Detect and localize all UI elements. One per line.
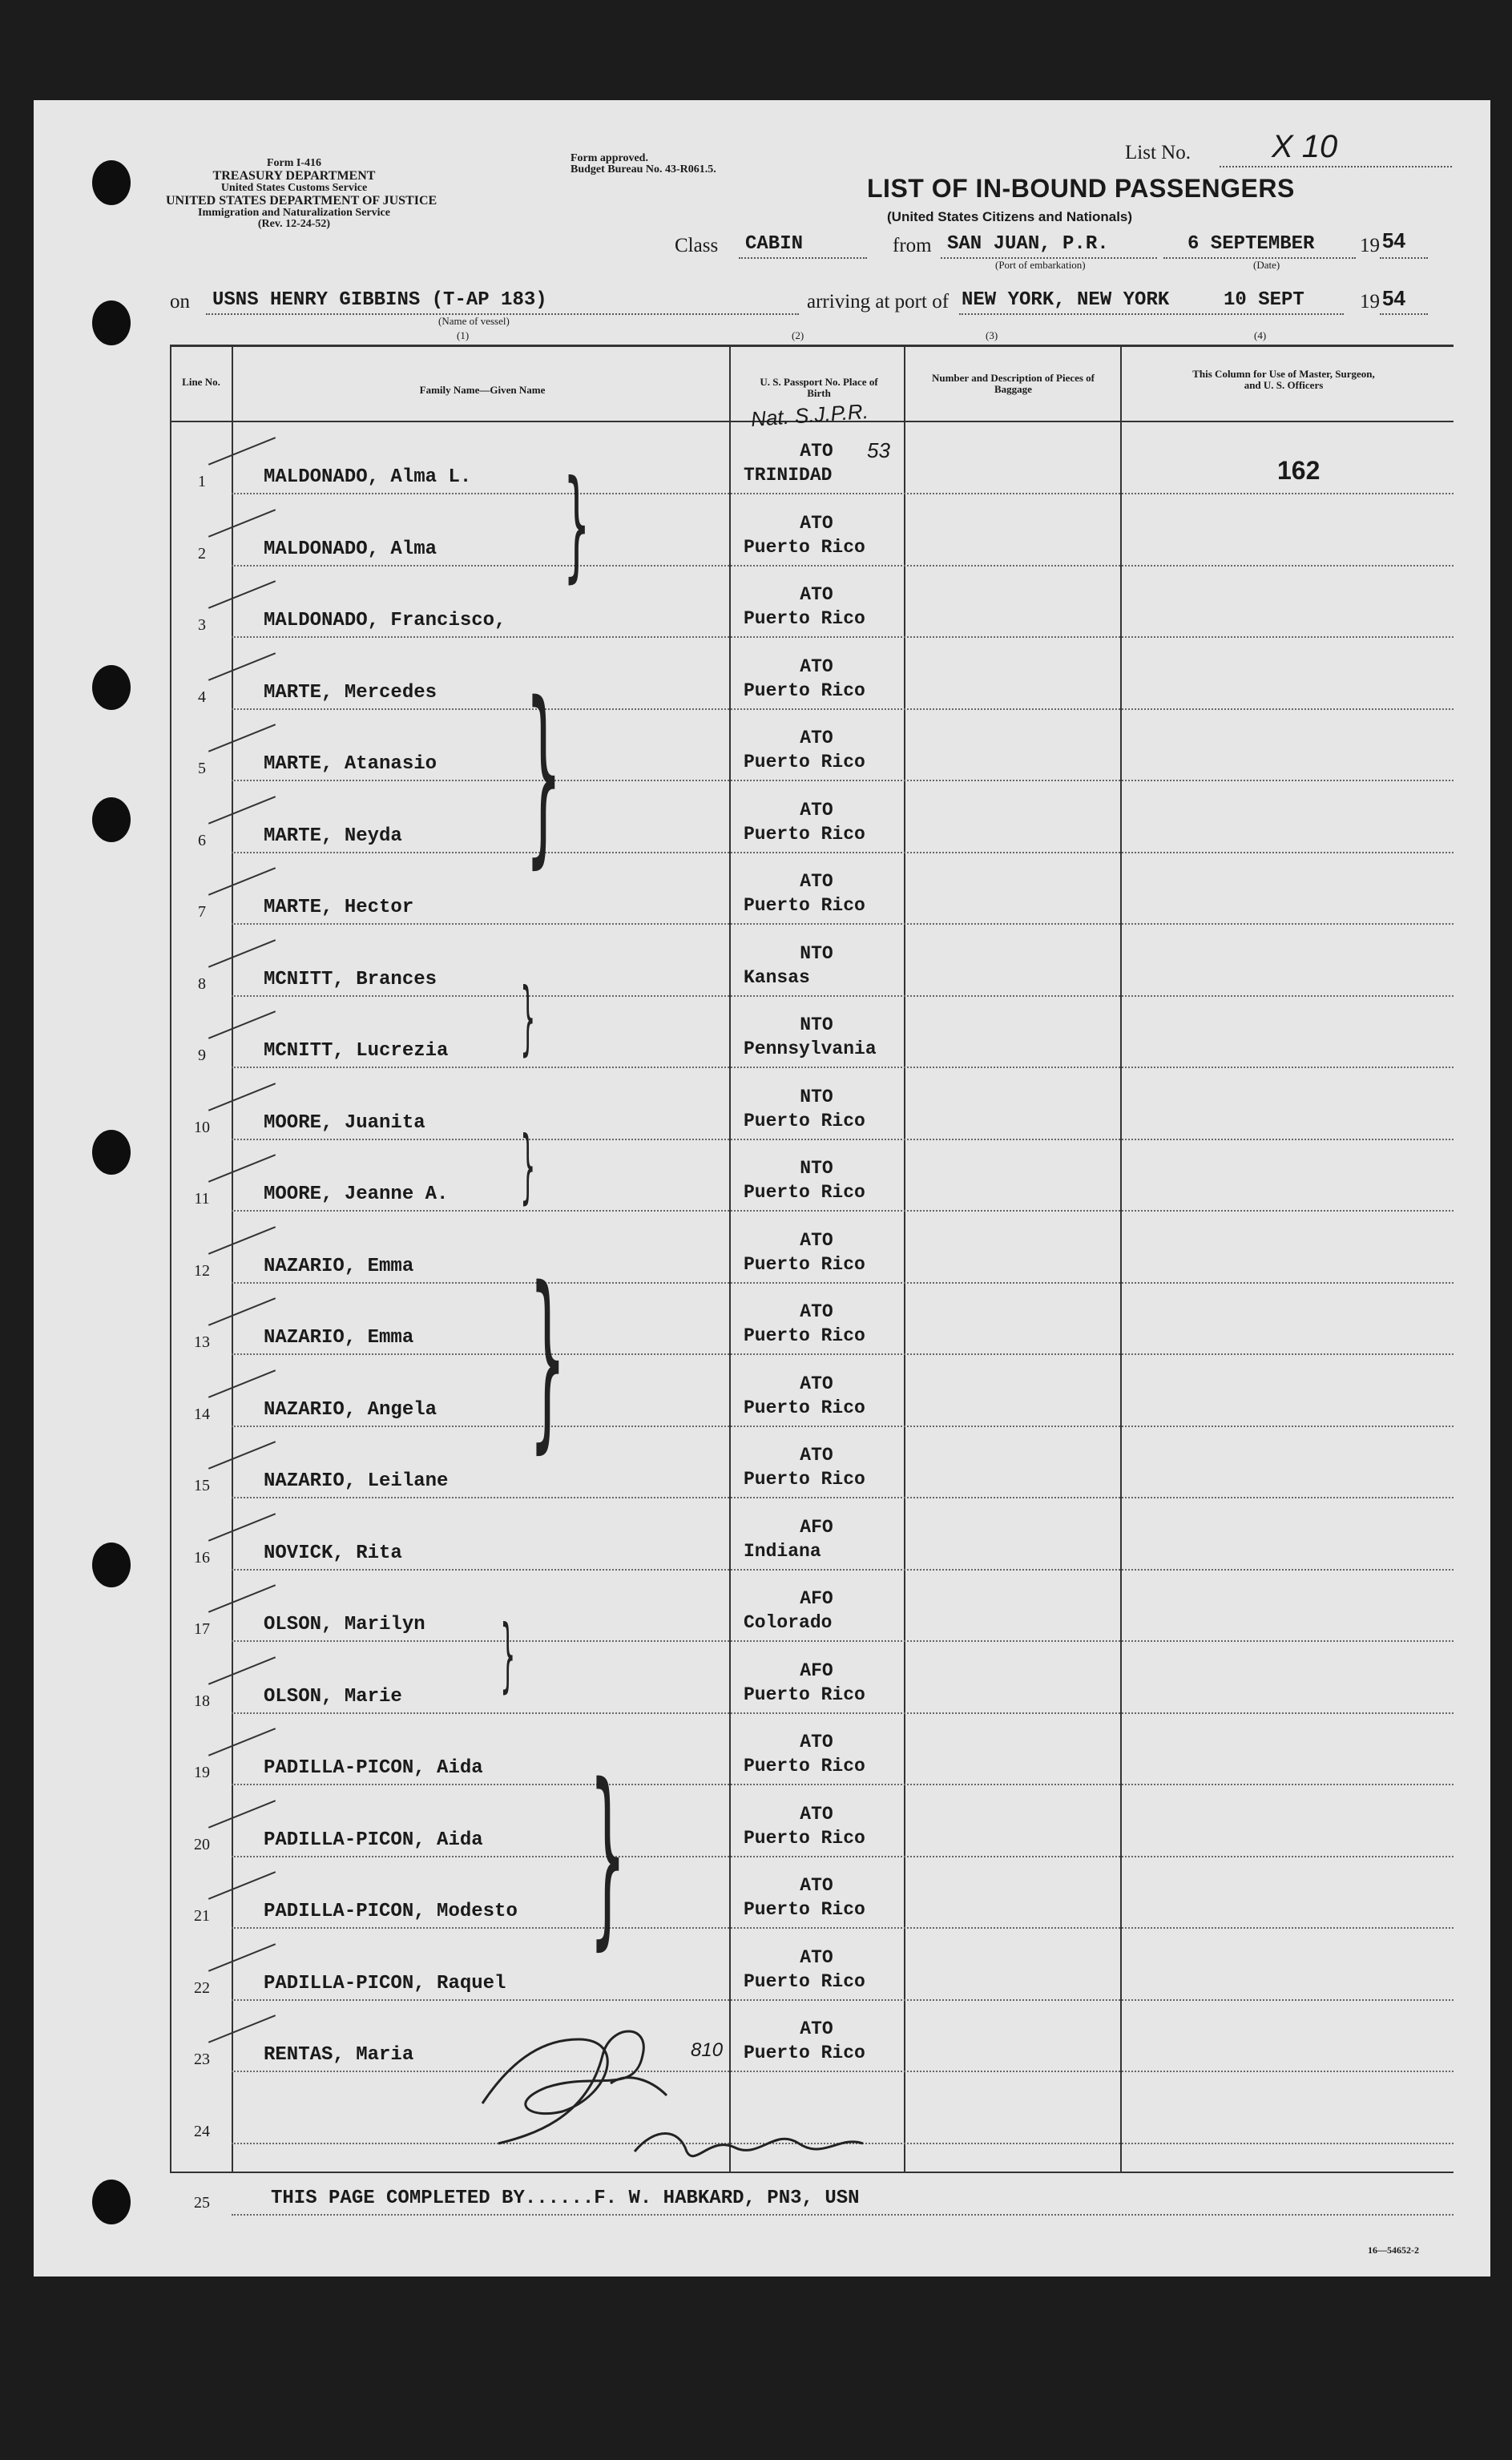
passenger-name: MCNITT, Brances	[264, 969, 437, 990]
row-rule	[232, 636, 1454, 638]
line-number: 15	[194, 1477, 210, 1494]
passenger-name: PADILLA-PICON, Aida	[264, 1829, 483, 1851]
handwritten-checkmark	[208, 1369, 276, 1398]
year-suffix: 54	[1382, 228, 1405, 252]
passenger-name: PADILLA-PICON, Aida	[264, 1757, 483, 1779]
handwritten-checkmark	[208, 580, 276, 609]
citizenship-code: ATO	[800, 2018, 833, 2039]
place-of-birth: Pennsylvania	[744, 1038, 877, 1059]
baggage-col-rule	[1120, 345, 1122, 2172]
punch-hole	[92, 160, 131, 205]
name-col-rule	[729, 345, 731, 2172]
passenger-name: MARTE, Hector	[264, 897, 414, 918]
citizenship-code: ATO	[800, 513, 833, 534]
passenger-name: NAZARIO, Leilane	[264, 1470, 449, 1492]
line-col-rule	[232, 345, 233, 2172]
punch-hole	[92, 665, 131, 710]
place-of-birth: Puerto Rico	[744, 1111, 865, 1131]
header-passport: U. S. Passport No. Place of Birth	[760, 376, 878, 399]
family-bracket: }	[529, 1246, 566, 1470]
row-rule	[232, 1856, 1454, 1857]
citizenship-code: ATO	[800, 728, 833, 748]
header-officers: This Column for Use of Master, Surgeon, and U. S. Officers	[1192, 368, 1375, 391]
place-of-birth: Puerto Rico	[744, 680, 865, 701]
place-of-birth: Kansas	[744, 967, 810, 988]
arrival-underline	[959, 313, 1344, 315]
approval-block	[571, 153, 716, 175]
passenger-name: MALDONADO, Alma L.	[264, 466, 472, 488]
handwritten-checkmark	[208, 652, 276, 681]
line-number: 5	[198, 760, 206, 777]
citizenship-code: ATO	[800, 1732, 833, 1752]
place-of-birth: Indiana	[744, 1541, 821, 1562]
citizenship-code: ATO	[800, 1947, 833, 1968]
passenger-name: MARTE, Neyda	[264, 825, 402, 847]
line-number: 9	[198, 1047, 206, 1064]
passenger-name: MARTE, Atanasio	[264, 753, 437, 775]
passenger-name: MALDONADO, Alma	[264, 538, 437, 560]
family-bracket: }	[589, 1743, 627, 1967]
handwritten-checkmark	[208, 724, 276, 752]
officer-number: 162	[1277, 456, 1320, 485]
passenger-name: MALDONADO, Francisco,	[264, 610, 506, 631]
punch-hole	[92, 797, 131, 842]
row-rule	[232, 995, 1454, 997]
page-subtitle: (United States Citizens and Nationals)	[887, 209, 1133, 224]
vessel-value: USNS HENRY GIBBINS (T-AP 183)	[212, 289, 547, 311]
place-of-birth: Puerto Rico	[744, 1899, 865, 1920]
row-rule	[232, 1569, 1454, 1571]
line-number: 11	[194, 1190, 210, 1208]
passenger-name: MOORE, Juanita	[264, 1112, 425, 1134]
line-number: 16	[194, 1549, 210, 1567]
line-number: 1	[198, 473, 206, 490]
line-number: 22	[194, 1979, 210, 1997]
row-rule	[232, 923, 1454, 925]
treasury-dept: TREASURY DEPARTMENT	[212, 169, 376, 183]
place-of-birth: Puerto Rico	[744, 1971, 865, 1992]
handwritten-checkmark	[208, 1871, 276, 1900]
passenger-name: RENTAS, Maria	[264, 2044, 414, 2066]
year-underline	[1380, 257, 1428, 259]
handwritten-checkmark	[208, 1083, 276, 1111]
place-of-birth: Puerto Rico	[744, 1254, 865, 1275]
header-line-no: Line No.	[182, 376, 220, 388]
line-number: 18	[194, 1692, 210, 1710]
row-rule	[232, 1139, 1454, 1140]
line-number: 6	[198, 832, 206, 849]
handwritten-checkmark	[208, 1943, 276, 1972]
handwritten-checkmark	[208, 1513, 276, 1542]
line-number: 25	[194, 2194, 210, 2212]
place-of-birth: Puerto Rico	[744, 2043, 865, 2063]
from-value: SAN JUAN, P.R.	[947, 233, 1109, 255]
citizenship-code: ATO	[800, 871, 833, 892]
handwritten-checkmark	[208, 1584, 276, 1613]
place-of-birth: Puerto Rico	[744, 608, 865, 629]
row-rule	[232, 565, 1454, 567]
handwritten-checkmark	[208, 1441, 276, 1470]
class-underline	[739, 257, 867, 259]
line-number: 2	[198, 545, 206, 563]
citizenship-code: ATO	[800, 441, 833, 462]
citizenship-code: AFO	[800, 1660, 833, 1681]
handwritten-checkmark	[208, 1010, 276, 1039]
line-number: 7	[198, 903, 206, 921]
line-number: 14	[194, 1405, 210, 1423]
handwritten-checkmark	[208, 437, 276, 466]
handwritten-checkmark	[208, 1728, 276, 1756]
row-rule	[232, 1426, 1454, 1427]
form-block	[166, 157, 437, 230]
vessel-caption: (Name of vessel)	[438, 315, 510, 327]
class-label: Class	[675, 235, 719, 256]
passenger-name: MOORE, Jeanne A.	[264, 1184, 449, 1205]
place-of-birth: Puerto Rico	[744, 1182, 865, 1203]
place-of-birth: Puerto Rico	[744, 1756, 865, 1776]
line-number: 12	[194, 1262, 210, 1280]
citizenship-code: ATO	[800, 1230, 833, 1251]
handwritten-checkmark	[208, 1800, 276, 1829]
handwritten-checkmark	[208, 1226, 276, 1255]
citizenship-code: ATO	[800, 800, 833, 821]
citizenship-code: NTO	[800, 1158, 833, 1179]
year2-prefix: 19	[1360, 291, 1380, 313]
from-label: from	[893, 235, 932, 256]
class-value: CABIN	[745, 233, 804, 255]
handwritten-checkmark	[208, 939, 276, 968]
citizenship-code: NTO	[800, 1087, 833, 1107]
revision: (Rev. 12-24-52)	[257, 218, 331, 230]
handwritten-checkmark	[208, 1656, 276, 1685]
row-rule	[232, 1067, 1454, 1068]
row-rule	[232, 2214, 1454, 2216]
line-number: 24	[194, 2123, 210, 2140]
place-of-birth: Puerto Rico	[744, 537, 865, 558]
from-caption: (Port of embarkation)	[995, 259, 1086, 271]
year2-suffix: 54	[1382, 286, 1405, 310]
citizenship-code: NTO	[800, 1014, 833, 1035]
col-number-4: (4)	[1254, 329, 1267, 341]
place-of-birth: Puerto Rico	[744, 1325, 865, 1346]
place-of-birth: Puerto Rico	[744, 895, 865, 916]
citizenship-code: ATO	[800, 1445, 833, 1466]
document-page	[34, 100, 1490, 2277]
passenger-name: NAZARIO, Angela	[264, 1399, 437, 1421]
passenger-name: NAZARIO, Emma	[264, 1327, 414, 1349]
passenger-name: NAZARIO, Emma	[264, 1256, 414, 1277]
citizenship-code: AFO	[800, 1588, 833, 1609]
citizenship-code: ATO	[800, 1875, 833, 1896]
family-bracket: }	[520, 1119, 536, 1212]
place-of-birth: Puerto Rico	[744, 1684, 865, 1705]
arriving-label: arriving at port of	[807, 291, 950, 313]
handwritten-checkmark	[208, 1297, 276, 1326]
form-number: Form I-416	[266, 157, 322, 169]
list-no-value: X 10	[1272, 129, 1338, 164]
justice-dept: UNITED STATES DEPARTMENT OF JUSTICE	[166, 194, 437, 208]
passenger-name: PADILLA-PICON, Raquel	[264, 1973, 506, 1994]
citizenship-code: ATO	[800, 656, 833, 677]
arrival-date: 10 SEPT	[1224, 289, 1304, 311]
place-of-birth: Puerto Rico	[744, 824, 865, 845]
row-rule	[232, 1712, 1454, 1714]
citizenship-code: ATO	[800, 1301, 833, 1322]
budget-bureau: Budget Bureau No. 43-R061.5.	[571, 163, 716, 175]
family-bracket: }	[500, 1607, 516, 1701]
place-of-birth: Colorado	[744, 1612, 833, 1633]
line-number: 13	[194, 1333, 210, 1351]
year2-underline	[1380, 313, 1428, 315]
handwritten-checkmark	[208, 1154, 276, 1183]
passenger-name: PADILLA-PICON, Modesto	[264, 1901, 518, 1922]
form-approved: Form approved.	[571, 152, 648, 164]
customs-service: United States Customs Service	[220, 182, 368, 194]
passenger-name: MARTE, Mercedes	[264, 682, 437, 704]
col-number-1: (1)	[457, 329, 470, 341]
family-bracket: }	[520, 970, 536, 1064]
handwritten-checkmark	[208, 867, 276, 896]
place-of-birth: Puerto Rico	[744, 1397, 865, 1418]
row-rule	[232, 852, 1454, 853]
line-number: 19	[194, 1764, 210, 1781]
line-number: 4	[198, 688, 206, 706]
col-number-3: (3)	[986, 329, 998, 341]
handwritten-checkmark	[208, 2014, 276, 2043]
line-number: 8	[198, 975, 206, 993]
line-number: 23	[194, 2051, 210, 2068]
line-number: 17	[194, 1620, 210, 1638]
place-of-birth: Puerto Rico	[744, 1469, 865, 1490]
place-of-birth: TRINIDAD	[744, 465, 833, 486]
line-number: 20	[194, 1836, 210, 1853]
citizenship-code: NTO	[800, 943, 833, 964]
passport-col-rule	[904, 345, 905, 2172]
list-no-label: List No.	[1125, 142, 1191, 163]
arrival-port: NEW YORK, NEW YORK	[962, 289, 1170, 311]
place-of-birth: Puerto Rico	[744, 1828, 865, 1849]
line-number: 3	[198, 616, 206, 634]
punch-hole	[92, 2180, 131, 2224]
passenger-name: THIS PAGE COMPLETED BY......F. W. HABKARD, PN3, USN	[271, 2188, 860, 2209]
row-rule	[232, 708, 1454, 710]
on-label: on	[170, 291, 190, 313]
year-prefix: 19	[1360, 235, 1380, 256]
row-rule	[232, 1210, 1454, 1212]
passenger-name: MCNITT, Lucrezia	[264, 1040, 449, 1062]
row-rule	[232, 1282, 1454, 1284]
row-rule	[232, 1784, 1454, 1785]
handwritten-checkmark	[208, 509, 276, 538]
handwritten-initials	[631, 2119, 871, 2176]
passenger-name: OLSON, Marilyn	[264, 1614, 425, 1635]
handwritten-checkmark	[208, 796, 276, 825]
passenger-name: NOVICK, Rita	[264, 1543, 402, 1564]
punch-hole	[92, 1130, 131, 1175]
citizenship-code: ATO	[800, 1373, 833, 1394]
family-bracket: }	[525, 661, 562, 885]
row-rule	[232, 1353, 1454, 1355]
punch-hole	[92, 300, 131, 345]
handwritten-810: 810	[691, 2039, 724, 2061]
row-rule	[232, 1927, 1454, 1929]
date-value: 6 SEPTEMBER	[1187, 233, 1315, 255]
handwritten-53: 53	[867, 438, 890, 462]
citizenship-code: ATO	[800, 584, 833, 605]
header-baggage: Number and Description of Pieces of Baggage	[931, 372, 1095, 395]
row-rule	[232, 780, 1454, 781]
row-rule	[232, 1999, 1454, 2001]
list-no-underline	[1220, 166, 1452, 167]
line-number: 21	[194, 1907, 210, 1925]
row-rule	[232, 493, 1454, 494]
row-rule	[232, 2071, 1454, 2072]
citizenship-code: ATO	[800, 1804, 833, 1825]
place-of-birth: Puerto Rico	[744, 752, 865, 772]
family-bracket: }	[563, 455, 591, 595]
citizenship-code: AFO	[800, 1517, 833, 1538]
col-number-2: (2)	[792, 329, 804, 341]
header-name: Family Name—Given Name	[419, 384, 546, 396]
table-top-rule	[170, 345, 1454, 347]
row-rule	[232, 1497, 1454, 1498]
ins: Immigration and Naturalization Service	[198, 207, 390, 219]
line-number: 10	[194, 1119, 210, 1136]
footer-code: 16—54652-2	[1368, 2244, 1419, 2256]
date-caption: (Date)	[1253, 259, 1280, 271]
handwritten-nat-note: Nat. S.J.P.R.	[750, 398, 869, 432]
passenger-name: OLSON, Marie	[264, 1686, 402, 1708]
table-left-rule	[170, 345, 171, 2172]
row-rule	[232, 1640, 1454, 1642]
page-title: LIST OF IN-BOUND PASSENGERS	[867, 174, 1295, 203]
punch-hole	[92, 1543, 131, 1587]
